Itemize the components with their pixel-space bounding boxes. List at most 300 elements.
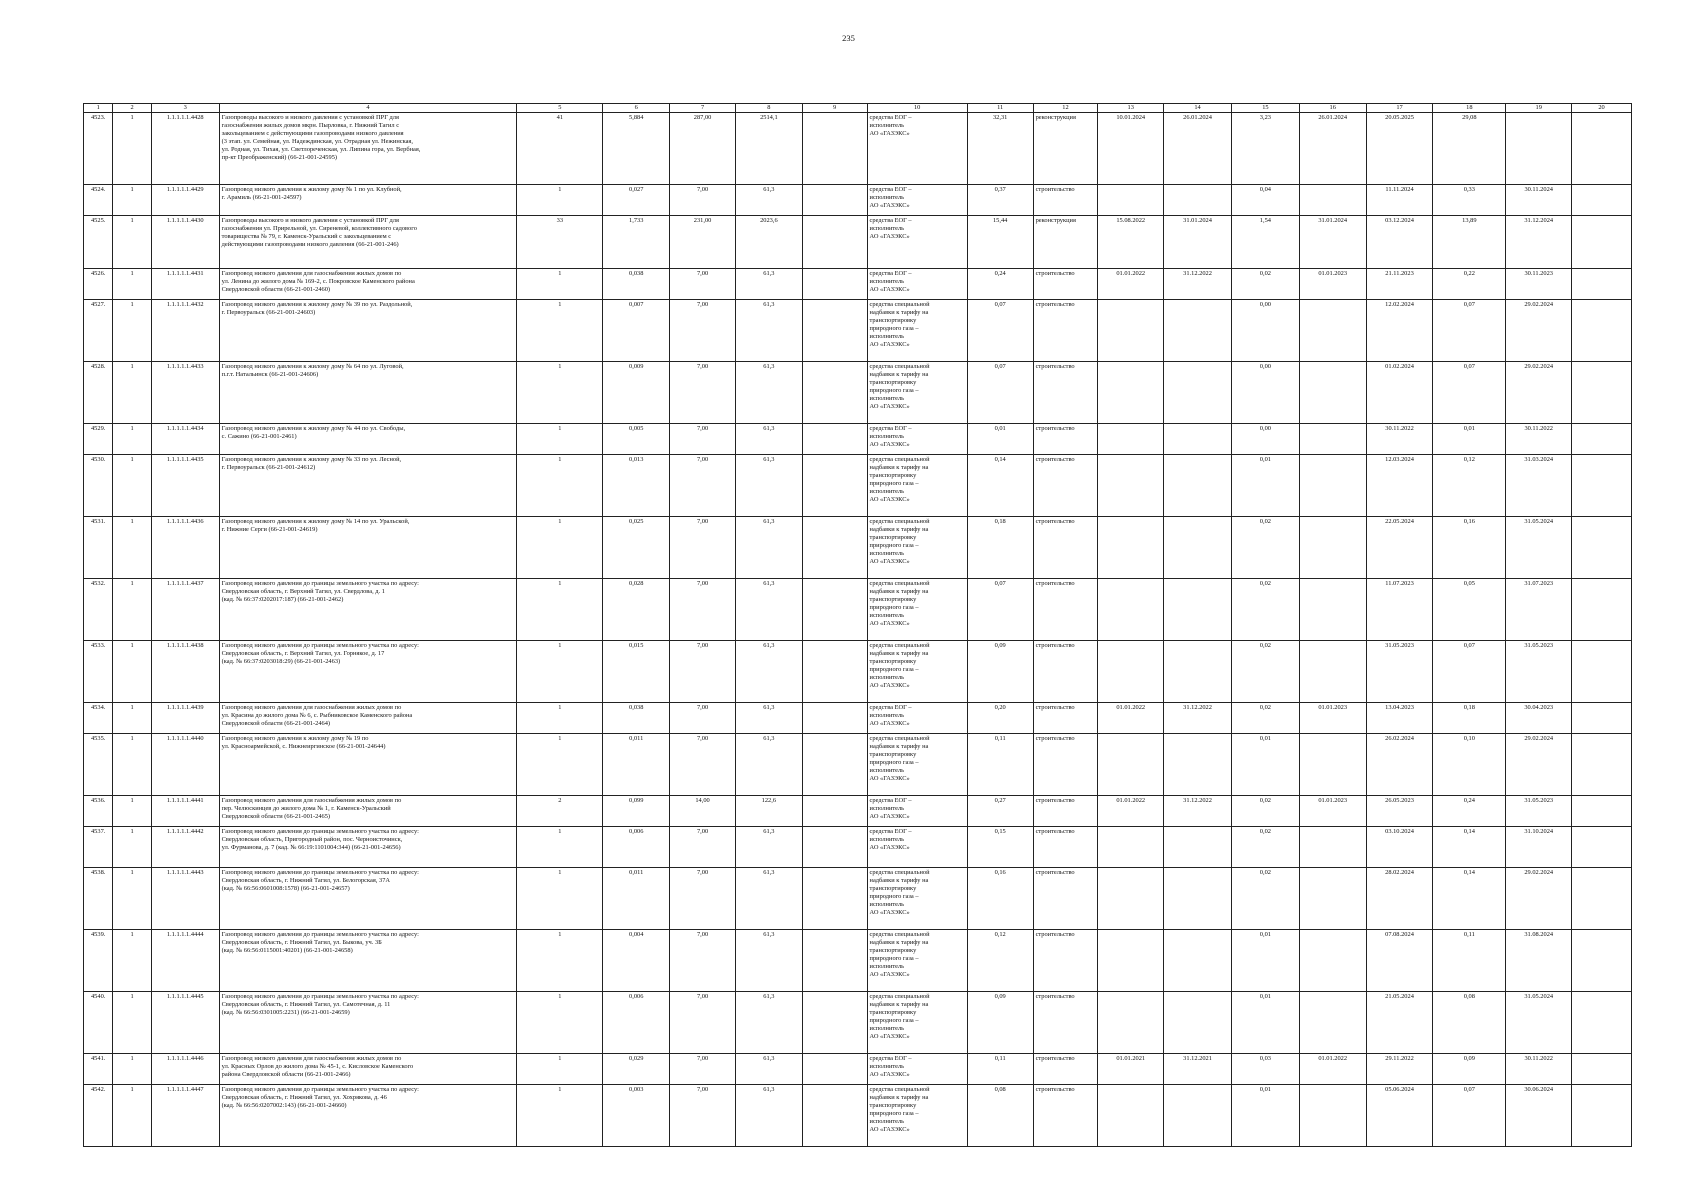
- commissioning-date-cell: 31.05.2024: [1506, 517, 1572, 579]
- project-code-cell: 1.1.1.1.1.4431: [151, 269, 219, 300]
- commissioning-date-cell: 30.04.2023: [1506, 703, 1572, 734]
- row-number-cell: 4527.: [84, 300, 113, 362]
- length-cell: 0,025: [603, 517, 670, 579]
- funding-source-cell: средства специальной надбавки к тарифу на транспортировку природного газа – исполнитель АО «ГАЗЭКС»: [867, 1085, 967, 1147]
- column-number-header: 6: [603, 104, 670, 113]
- capacity-cell: 231,00: [670, 216, 736, 269]
- design-start-date-cell: [1098, 517, 1164, 579]
- project-description-cell: Газопровод низкого давления к жилому дому № 14 по ул. Уральской, г. Нижние Серги (66-21-001-24619): [219, 517, 517, 579]
- row-number-cell: 4525.: [84, 216, 113, 269]
- volume-cell: 61,3: [735, 868, 802, 930]
- column-number-header: 14: [1164, 104, 1232, 113]
- empty-cell: [802, 362, 867, 424]
- level-cell: 1: [113, 930, 151, 992]
- volume-cell: 2514,1: [735, 113, 802, 185]
- design-start-date-cell: [1098, 424, 1164, 455]
- cost-cell: 0,08: [967, 1085, 1033, 1147]
- commissioning-date-cell: 30.06.2024: [1506, 1085, 1572, 1147]
- volume-cell: 61,3: [735, 827, 802, 868]
- work-type-cell: строительство: [1033, 868, 1098, 930]
- design-end-date-cell: [1164, 641, 1232, 703]
- empty-cell: [1572, 185, 1632, 216]
- empty-cell: [1572, 703, 1632, 734]
- level-cell: 1: [113, 579, 151, 641]
- level-cell: 1: [113, 1085, 151, 1147]
- construction-start-date-cell: [1299, 641, 1366, 703]
- construction-end-date-cell: 22.05.2024: [1366, 517, 1433, 579]
- capacity-cell: 14,00: [670, 796, 736, 827]
- project-description-cell: Газопровод низкого давления для газоснабжения жилых домов по ул. Красных Орлов до жилого дома № 45-1, с. Кисловское Каменского района Свердловской области (66-21-001-2466): [219, 1054, 517, 1085]
- cost-cell: 0,07: [967, 362, 1033, 424]
- capacity-cell: 7,00: [670, 362, 736, 424]
- work-type-cell: строительство: [1033, 1054, 1098, 1085]
- design-cost-cell: 0,00: [1231, 300, 1299, 362]
- construction-end-date-cell: 26.05.2023: [1366, 796, 1433, 827]
- quantity-cell: 1: [517, 1054, 603, 1085]
- construction-start-date-cell: [1299, 930, 1366, 992]
- row-number-cell: 4538.: [84, 868, 113, 930]
- table-row: [84, 703, 1632, 734]
- design-cost-cell: 0,02: [1231, 641, 1299, 703]
- empty-cell: [802, 455, 867, 517]
- design-cost-cell: 0,02: [1231, 703, 1299, 734]
- construction-end-date-cell: 26.02.2024: [1366, 734, 1433, 796]
- empty-cell: [802, 703, 867, 734]
- empty-cell: [1572, 930, 1632, 992]
- commissioning-date-cell: 29.02.2024: [1506, 868, 1572, 930]
- table-row: [84, 1054, 1632, 1085]
- construction-end-date-cell: 21.05.2024: [1366, 992, 1433, 1054]
- capacity-cell: 7,00: [670, 1085, 736, 1147]
- design-start-date-cell: 01.01.2022: [1098, 703, 1164, 734]
- construction-start-date-cell: [1299, 1085, 1366, 1147]
- project-code-cell: 1.1.1.1.1.4432: [151, 300, 219, 362]
- column-number-header: 4: [219, 104, 517, 113]
- work-type-cell: строительство: [1033, 300, 1098, 362]
- project-description-cell: Газопровод низкого давления к жилому дому № 33 по ул. Лесной, г. Первоуральск (66-21-001-24612): [219, 455, 517, 517]
- level-cell: 1: [113, 362, 151, 424]
- quantity-cell: 1: [517, 300, 603, 362]
- commissioning-date-cell: 30.11.2022: [1506, 1054, 1572, 1085]
- table-row: [84, 868, 1632, 930]
- volume-cell: 122,6: [735, 796, 802, 827]
- commissioning-date-cell: 30.11.2023: [1506, 269, 1572, 300]
- quantity-cell: 1: [517, 703, 603, 734]
- empty-cell: [802, 517, 867, 579]
- design-end-date-cell: 31.12.2021: [1164, 1054, 1232, 1085]
- volume-cell: 61,3: [735, 641, 802, 703]
- row-number-cell: 4540.: [84, 992, 113, 1054]
- volume-cell: 61,3: [735, 424, 802, 455]
- table-row: [84, 992, 1632, 1054]
- length-cell: 0,011: [603, 734, 670, 796]
- capacity-cell: 7,00: [670, 424, 736, 455]
- work-type-cell: реконструкция: [1033, 113, 1098, 185]
- project-description-cell: Газопровод низкого давления до границы земельного участка по адресу: Свердловская область, г. Нижний Тагил, ул. Хохрякова, д. 46 (кад. № 66:56:0207002:143) (66-21-001-24660): [219, 1085, 517, 1147]
- funding-source-cell: средства специальной надбавки к тарифу на транспортировку природного газа – исполнитель АО «ГАЗЭКС»: [867, 300, 967, 362]
- column-number-header: 10: [867, 104, 967, 113]
- volume-cell: 61,3: [735, 455, 802, 517]
- construction-end-date-cell: 12.02.2024: [1366, 300, 1433, 362]
- construction-end-date-cell: 28.02.2024: [1366, 868, 1433, 930]
- empty-cell: [802, 641, 867, 703]
- level-cell: 1: [113, 868, 151, 930]
- empty-cell: [1572, 1054, 1632, 1085]
- work-type-cell: строительство: [1033, 1085, 1098, 1147]
- length-cell: 0,038: [603, 703, 670, 734]
- construction-end-date-cell: 29.11.2022: [1366, 1054, 1433, 1085]
- empty-cell: [802, 113, 867, 185]
- construction-cost-cell: 0,07: [1433, 641, 1506, 703]
- project-code-cell: 1.1.1.1.1.4441: [151, 796, 219, 827]
- design-end-date-cell: [1164, 992, 1232, 1054]
- construction-start-date-cell: 01.01.2022: [1299, 1054, 1366, 1085]
- column-number-header: 3: [151, 104, 219, 113]
- project-code-cell: 1.1.1.1.1.4429: [151, 185, 219, 216]
- project-description-cell: Газопровод низкого давления до границы земельного участка по адресу: Свердловская область, г. Нижний Тагил, ул. Быкова, уч. 3Б (кад. № 66:56:0115001:40201) (66-21-001-24658): [219, 930, 517, 992]
- design-cost-cell: 0,02: [1231, 269, 1299, 300]
- row-number-cell: 4535.: [84, 734, 113, 796]
- quantity-cell: 41: [517, 113, 603, 185]
- volume-cell: 61,3: [735, 185, 802, 216]
- construction-start-date-cell: 31.01.2024: [1299, 216, 1366, 269]
- construction-start-date-cell: [1299, 579, 1366, 641]
- construction-end-date-cell: 12.03.2024: [1366, 455, 1433, 517]
- volume-cell: 61,3: [735, 734, 802, 796]
- design-cost-cell: 0,00: [1231, 424, 1299, 455]
- commissioning-date-cell: [1506, 113, 1572, 185]
- design-cost-cell: 1,54: [1231, 216, 1299, 269]
- level-cell: 1: [113, 827, 151, 868]
- project-description-cell: Газопроводы высокого и низкого давления с установкой ПРГ для газоснабжения жилых домов мкрн. Пырловка, г. Нижний Тагил с закольцеванием с действующими газопроводами низкого давления (3 этап. ул. Семейная, ул. Надеждинская, ул. Отрадная ул. Нежинская, ул. Родная, ул. Тихая, ул. Светлореченская, ул. Липина гора, ул. Вербная, пр-кт Преображенский) (66-21-001-24595): [219, 113, 517, 185]
- design-cost-cell: 0,00: [1231, 362, 1299, 424]
- design-cost-cell: 0,01: [1231, 930, 1299, 992]
- construction-cost-cell: 0,07: [1433, 1085, 1506, 1147]
- column-number-header: 18: [1433, 104, 1506, 113]
- column-number-header: 7: [670, 104, 736, 113]
- project-code-cell: 1.1.1.1.1.4439: [151, 703, 219, 734]
- column-number-header: 8: [735, 104, 802, 113]
- funding-source-cell: средства специальной надбавки к тарифу на транспортировку природного газа – исполнитель АО «ГАЗЭКС»: [867, 930, 967, 992]
- design-start-date-cell: [1098, 868, 1164, 930]
- quantity-cell: 1: [517, 992, 603, 1054]
- row-number-cell: 4537.: [84, 827, 113, 868]
- page-number: 235: [842, 33, 855, 43]
- construction-cost-cell: 0,07: [1433, 300, 1506, 362]
- construction-cost-cell: 0,24: [1433, 796, 1506, 827]
- design-end-date-cell: [1164, 868, 1232, 930]
- length-cell: 0,028: [603, 579, 670, 641]
- work-type-cell: строительство: [1033, 455, 1098, 517]
- cost-cell: 0,07: [967, 300, 1033, 362]
- row-number-cell: 4531.: [84, 517, 113, 579]
- quantity-cell: 2: [517, 796, 603, 827]
- commissioning-date-cell: 31.03.2024: [1506, 455, 1572, 517]
- project-code-cell: 1.1.1.1.1.4437: [151, 579, 219, 641]
- cost-cell: 0,16: [967, 868, 1033, 930]
- project-description-cell: Газопровод низкого давления для газоснабжения жилых домов по ул. Красина до жилого дома № 6, с. Рыбниковское Каменского района Свердловской области (66-21-001-2464): [219, 703, 517, 734]
- construction-end-date-cell: 31.05.2023: [1366, 641, 1433, 703]
- design-start-date-cell: 01.01.2021: [1098, 1054, 1164, 1085]
- funding-source-cell: средства специальной надбавки к тарифу на транспортировку природного газа – исполнитель АО «ГАЗЭКС»: [867, 455, 967, 517]
- funding-source-cell: средства ЕОГ – исполнитель АО «ГАЗЭКС»: [867, 1054, 967, 1085]
- row-number-cell: 4536.: [84, 796, 113, 827]
- design-start-date-cell: [1098, 300, 1164, 362]
- construction-start-date-cell: 01.01.2023: [1299, 796, 1366, 827]
- empty-cell: [802, 300, 867, 362]
- table-row: [84, 185, 1632, 216]
- construction-start-date-cell: [1299, 734, 1366, 796]
- table-row: [84, 827, 1632, 868]
- construction-end-date-cell: 21.11.2023: [1366, 269, 1433, 300]
- empty-cell: [1572, 300, 1632, 362]
- cost-cell: 0,07: [967, 579, 1033, 641]
- funding-source-cell: средства специальной надбавки к тарифу на транспортировку природного газа – исполнитель АО «ГАЗЭКС»: [867, 868, 967, 930]
- design-start-date-cell: [1098, 455, 1164, 517]
- row-number-cell: 4530.: [84, 455, 113, 517]
- length-cell: 0,006: [603, 827, 670, 868]
- project-code-cell: 1.1.1.1.1.4443: [151, 868, 219, 930]
- empty-cell: [1572, 1085, 1632, 1147]
- project-code-cell: 1.1.1.1.1.4436: [151, 517, 219, 579]
- level-cell: 1: [113, 216, 151, 269]
- cost-cell: 0,01: [967, 424, 1033, 455]
- design-start-date-cell: 01.01.2022: [1098, 269, 1164, 300]
- funding-source-cell: средства ЕОГ – исполнитель АО «ГАЗЭКС»: [867, 796, 967, 827]
- work-type-cell: строительство: [1033, 992, 1098, 1054]
- capacity-cell: 7,00: [670, 185, 736, 216]
- level-cell: 1: [113, 734, 151, 796]
- construction-end-date-cell: 11.11.2024: [1366, 185, 1433, 216]
- level-cell: 1: [113, 113, 151, 185]
- length-cell: 0,038: [603, 269, 670, 300]
- column-number-header: 1: [84, 104, 113, 113]
- design-start-date-cell: [1098, 641, 1164, 703]
- design-start-date-cell: [1098, 1085, 1164, 1147]
- row-number-cell: 4526.: [84, 269, 113, 300]
- length-cell: 0,029: [603, 1054, 670, 1085]
- project-code-cell: 1.1.1.1.1.4438: [151, 641, 219, 703]
- design-start-date-cell: [1098, 579, 1164, 641]
- design-end-date-cell: [1164, 300, 1232, 362]
- work-type-cell: строительство: [1033, 796, 1098, 827]
- level-cell: 1: [113, 517, 151, 579]
- quantity-cell: 1: [517, 185, 603, 216]
- empty-cell: [1572, 424, 1632, 455]
- level-cell: 1: [113, 796, 151, 827]
- row-number-cell: 4542.: [84, 1085, 113, 1147]
- construction-cost-cell: 0,11: [1433, 930, 1506, 992]
- column-number-header: 16: [1299, 104, 1366, 113]
- construction-end-date-cell: 30.11.2022: [1366, 424, 1433, 455]
- project-code-cell: 1.1.1.1.1.4446: [151, 1054, 219, 1085]
- project-description-cell: Газопровод низкого давления до границы земельного участка по адресу: Свердловская область, Пригородный район, пос. Черноисточинск, ул. Фурманова, д. 7 (кад. № 66:19:1101004:344) (66-21-001-24656): [219, 827, 517, 868]
- project-code-cell: 1.1.1.1.1.4435: [151, 455, 219, 517]
- construction-start-date-cell: [1299, 868, 1366, 930]
- project-description-cell: Газопровод низкого давления к жилому дому № 19 по ул. Красноармейской, с. Нижнеиргинское (66-21-001-24644): [219, 734, 517, 796]
- table-body: [84, 113, 1632, 1147]
- capacity-cell: 7,00: [670, 868, 736, 930]
- empty-cell: [802, 216, 867, 269]
- work-type-cell: строительство: [1033, 185, 1098, 216]
- work-type-cell: строительство: [1033, 424, 1098, 455]
- funding-source-cell: средства ЕОГ – исполнитель АО «ГАЗЭКС»: [867, 269, 967, 300]
- row-number-cell: 4533.: [84, 641, 113, 703]
- volume-cell: 61,3: [735, 269, 802, 300]
- commissioning-date-cell: 30.11.2024: [1506, 185, 1572, 216]
- volume-cell: 61,3: [735, 517, 802, 579]
- column-number-header: 9: [802, 104, 867, 113]
- design-end-date-cell: 31.12.2022: [1164, 796, 1232, 827]
- design-end-date-cell: [1164, 455, 1232, 517]
- work-type-cell: реконструкция: [1033, 216, 1098, 269]
- commissioning-date-cell: 31.05.2024: [1506, 992, 1572, 1054]
- design-cost-cell: 3,23: [1231, 113, 1299, 185]
- construction-start-date-cell: [1299, 362, 1366, 424]
- project-description-cell: Газопровод низкого давления до границы земельного участка по адресу: Свердловская область, г. Нижний Тагил, ул. Белогорская, 37А (кад. № 66:56:0601008:1578) (66-21-001-24657): [219, 868, 517, 930]
- funding-source-cell: средства ЕОГ – исполнитель АО «ГАЗЭКС»: [867, 424, 967, 455]
- table-row: [84, 113, 1632, 185]
- construction-cost-cell: 0,18: [1433, 703, 1506, 734]
- row-number-cell: 4532.: [84, 579, 113, 641]
- design-cost-cell: 0,02: [1231, 827, 1299, 868]
- table-row: [84, 579, 1632, 641]
- design-start-date-cell: [1098, 185, 1164, 216]
- empty-cell: [1572, 796, 1632, 827]
- funding-source-cell: средства ЕОГ – исполнитель АО «ГАЗЭКС»: [867, 185, 967, 216]
- level-cell: 1: [113, 185, 151, 216]
- column-number-header: 19: [1506, 104, 1572, 113]
- design-cost-cell: 0,02: [1231, 868, 1299, 930]
- project-code-cell: 1.1.1.1.1.4445: [151, 992, 219, 1054]
- design-cost-cell: 0,02: [1231, 796, 1299, 827]
- design-start-date-cell: 15.08.2022: [1098, 216, 1164, 269]
- empty-cell: [802, 930, 867, 992]
- cost-cell: 15,44: [967, 216, 1033, 269]
- column-number-header: 2: [113, 104, 151, 113]
- project-description-cell: Газопровод низкого давления к жилому дому № 39 по ул. Раздольной, г. Первоуральск (66-21-001-24603): [219, 300, 517, 362]
- table-row: [84, 641, 1632, 703]
- quantity-cell: 1: [517, 269, 603, 300]
- construction-end-date-cell: 01.02.2024: [1366, 362, 1433, 424]
- work-type-cell: строительство: [1033, 579, 1098, 641]
- column-number-header: 12: [1033, 104, 1098, 113]
- length-cell: 0,013: [603, 455, 670, 517]
- capacity-cell: 287,00: [670, 113, 736, 185]
- empty-cell: [1572, 868, 1632, 930]
- quantity-cell: 1: [517, 362, 603, 424]
- empty-cell: [1572, 362, 1632, 424]
- volume-cell: 61,3: [735, 992, 802, 1054]
- quantity-cell: 1: [517, 517, 603, 579]
- row-number-cell: 4539.: [84, 930, 113, 992]
- table-row: [84, 269, 1632, 300]
- design-start-date-cell: [1098, 734, 1164, 796]
- level-cell: 1: [113, 455, 151, 517]
- construction-end-date-cell: 05.06.2024: [1366, 1085, 1433, 1147]
- construction-start-date-cell: 26.01.2024: [1299, 113, 1366, 185]
- work-type-cell: строительство: [1033, 517, 1098, 579]
- capacity-cell: 7,00: [670, 269, 736, 300]
- capacity-cell: 7,00: [670, 641, 736, 703]
- construction-start-date-cell: [1299, 517, 1366, 579]
- cost-cell: 32,31: [967, 113, 1033, 185]
- length-cell: 0,006: [603, 992, 670, 1054]
- cost-cell: 0,09: [967, 641, 1033, 703]
- project-code-cell: 1.1.1.1.1.4428: [151, 113, 219, 185]
- design-cost-cell: 0,01: [1231, 455, 1299, 517]
- funding-source-cell: средства специальной надбавки к тарифу на транспортировку природного газа – исполнитель АО «ГАЗЭКС»: [867, 579, 967, 641]
- construction-end-date-cell: 07.08.2024: [1366, 930, 1433, 992]
- design-end-date-cell: 26.01.2024: [1164, 113, 1232, 185]
- design-cost-cell: 0,04: [1231, 185, 1299, 216]
- project-code-cell: 1.1.1.1.1.4430: [151, 216, 219, 269]
- project-description-cell: Газопровод низкого давления до границы земельного участка по адресу: Свердловская область, г. Верхний Тагил, ул. Горнякое, д. 17 (кад. № 66:37:0203018:29) (66-21-001-2463): [219, 641, 517, 703]
- design-cost-cell: 0,02: [1231, 517, 1299, 579]
- design-cost-cell: 0,01: [1231, 734, 1299, 796]
- quantity-cell: 1: [517, 424, 603, 455]
- design-cost-cell: 0,01: [1231, 992, 1299, 1054]
- construction-start-date-cell: [1299, 424, 1366, 455]
- project-code-cell: 1.1.1.1.1.4442: [151, 827, 219, 868]
- quantity-cell: 1: [517, 930, 603, 992]
- table-row: [84, 1085, 1632, 1147]
- commissioning-date-cell: 29.02.2024: [1506, 734, 1572, 796]
- construction-start-date-cell: 01.01.2023: [1299, 269, 1366, 300]
- commissioning-date-cell: 30.11.2022: [1506, 424, 1572, 455]
- empty-cell: [802, 868, 867, 930]
- funding-source-cell: средства специальной надбавки к тарифу на транспортировку природного газа – исполнитель АО «ГАЗЭКС»: [867, 362, 967, 424]
- construction-cost-cell: 0,10: [1433, 734, 1506, 796]
- empty-cell: [802, 827, 867, 868]
- funding-source-cell: средства специальной надбавки к тарифу на транспортировку природного газа – исполнитель АО «ГАЗЭКС»: [867, 641, 967, 703]
- construction-start-date-cell: [1299, 300, 1366, 362]
- level-cell: 1: [113, 992, 151, 1054]
- capacity-cell: 7,00: [670, 455, 736, 517]
- table-row: [84, 216, 1632, 269]
- empty-cell: [802, 185, 867, 216]
- design-end-date-cell: 31.12.2022: [1164, 703, 1232, 734]
- quantity-cell: 1: [517, 734, 603, 796]
- column-number-header: 17: [1366, 104, 1433, 113]
- construction-start-date-cell: [1299, 992, 1366, 1054]
- empty-cell: [802, 992, 867, 1054]
- funding-source-cell: средства специальной надбавки к тарифу на транспортировку природного газа – исполнитель АО «ГАЗЭКС»: [867, 517, 967, 579]
- length-cell: 0,005: [603, 424, 670, 455]
- cost-cell: 0,12: [967, 930, 1033, 992]
- design-start-date-cell: [1098, 930, 1164, 992]
- commissioning-date-cell: 31.07.2023: [1506, 579, 1572, 641]
- cost-cell: 0,15: [967, 827, 1033, 868]
- construction-cost-cell: 0,05: [1433, 579, 1506, 641]
- capacity-cell: 7,00: [670, 517, 736, 579]
- funding-source-cell: средства ЕОГ – исполнитель АО «ГАЗЭКС»: [867, 827, 967, 868]
- quantity-cell: 1: [517, 868, 603, 930]
- commissioning-date-cell: 31.05.2023: [1506, 796, 1572, 827]
- design-cost-cell: 0,01: [1231, 1085, 1299, 1147]
- design-end-date-cell: [1164, 734, 1232, 796]
- construction-end-date-cell: 13.04.2023: [1366, 703, 1433, 734]
- capacity-cell: 7,00: [670, 1054, 736, 1085]
- empty-cell: [1572, 216, 1632, 269]
- design-cost-cell: 0,02: [1231, 579, 1299, 641]
- design-end-date-cell: [1164, 362, 1232, 424]
- construction-cost-cell: 0,16: [1433, 517, 1506, 579]
- level-cell: 1: [113, 703, 151, 734]
- construction-end-date-cell: 03.12.2024: [1366, 216, 1433, 269]
- capacity-cell: 7,00: [670, 703, 736, 734]
- construction-cost-cell: 0,33: [1433, 185, 1506, 216]
